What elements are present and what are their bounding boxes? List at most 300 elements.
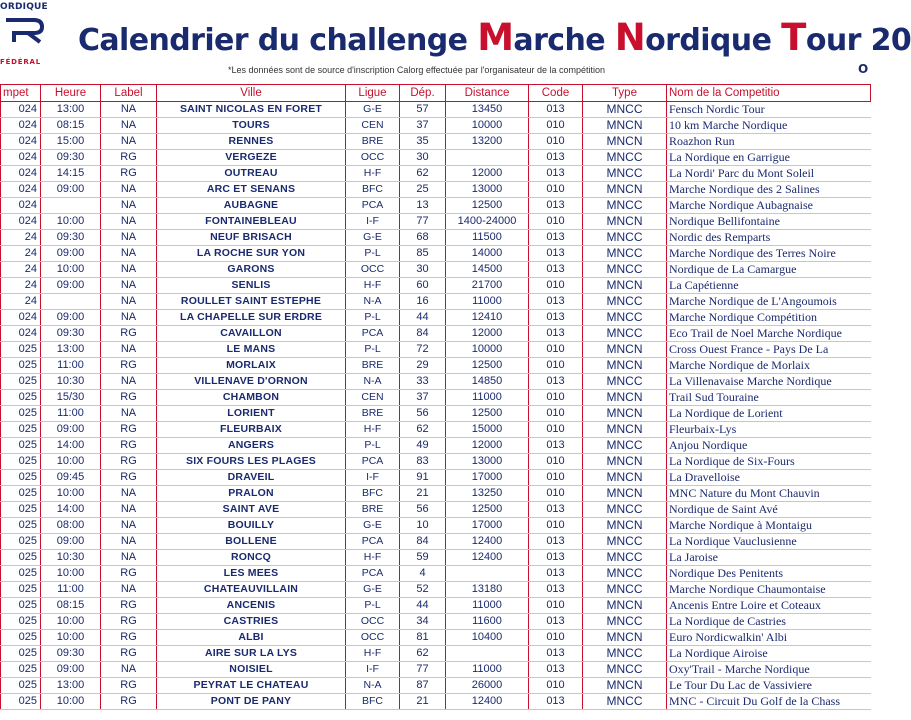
cell-code: 013 <box>529 230 583 246</box>
cell-type: MNCC <box>583 534 667 550</box>
title-part: ordique <box>645 23 782 58</box>
cell-heure: 09:00 <box>41 662 101 678</box>
cell-nom: Trail Sud Touraine <box>667 390 871 406</box>
cell-type: MNCC <box>583 230 667 246</box>
cell-heure: 13:00 <box>41 342 101 358</box>
table-row <box>1 534 871 550</box>
cell-code: 010 <box>529 278 583 294</box>
cell-distance: 12400 <box>446 550 529 566</box>
cell-heure: 11:00 <box>41 582 101 598</box>
cell-dep: 81 <box>400 630 446 646</box>
cell-date: 24 <box>1 294 41 310</box>
cell-heure: 15/30 <box>41 390 101 406</box>
cell-ville: ALBI <box>157 630 346 646</box>
table-row <box>1 646 871 662</box>
cell-nom: La Nordique en Garrigue <box>667 150 871 166</box>
cell-distance: 11500 <box>446 230 529 246</box>
cell-code: 013 <box>529 550 583 566</box>
cell-date: 025 <box>1 390 41 406</box>
cell-ligue: OCC <box>346 262 400 278</box>
cell-date: 24 <box>1 246 41 262</box>
cell-code: 013 <box>529 502 583 518</box>
cell-nom: Anjou Nordique <box>667 438 871 454</box>
cell-heure: 09:00 <box>41 246 101 262</box>
cell-nom: Nordique Des Penitents <box>667 566 871 582</box>
cell-date: 025 <box>1 582 41 598</box>
table-row <box>1 358 871 374</box>
table-row <box>1 438 871 454</box>
cell-label: NA <box>101 182 157 198</box>
cell-heure: 13:00 <box>41 678 101 694</box>
cell-dep: 60 <box>400 278 446 294</box>
cell-code: 010 <box>529 214 583 230</box>
cell-distance: 14850 <box>446 374 529 390</box>
cell-date: 024 <box>1 102 41 118</box>
cell-ville: RONCQ <box>157 550 346 566</box>
cell-ville: SENLIS <box>157 278 346 294</box>
cell-type: MNCC <box>583 550 667 566</box>
cell-code: 013 <box>529 150 583 166</box>
cell-type: MNCN <box>583 470 667 486</box>
cell-nom: La Nordique Airoise <box>667 646 871 662</box>
cell-dep: 30 <box>400 262 446 278</box>
cell-dep: 84 <box>400 326 446 342</box>
logo-mark-icon <box>4 18 46 44</box>
table-row <box>1 518 871 534</box>
cell-type: MNCN <box>583 518 667 534</box>
cell-code: 013 <box>529 294 583 310</box>
cell-label: RG <box>101 326 157 342</box>
cell-type: MNCN <box>583 342 667 358</box>
cell-ligue: BRE <box>346 502 400 518</box>
cell-nom: Fleurbaix-Lys <box>667 422 871 438</box>
table-row <box>1 294 871 310</box>
cell-heure: 09:00 <box>41 422 101 438</box>
cell-distance: 10400 <box>446 630 529 646</box>
cell-label: RG <box>101 566 157 582</box>
cell-type: MNCC <box>583 166 667 182</box>
cell-ville: FONTAINEBLEAU <box>157 214 346 230</box>
cell-ville: LES MEES <box>157 566 346 582</box>
cell-code: 013 <box>529 374 583 390</box>
cell-distance: 13450 <box>446 102 529 118</box>
cell-type: MNCC <box>583 310 667 326</box>
cell-date: 24 <box>1 230 41 246</box>
cell-distance: 21700 <box>446 278 529 294</box>
cell-date: 024 <box>1 150 41 166</box>
cell-distance: 15000 <box>446 422 529 438</box>
table-row <box>1 150 871 166</box>
cell-date: 025 <box>1 358 41 374</box>
cell-dep: 30 <box>400 150 446 166</box>
cell-ville: CHAMBON <box>157 390 346 406</box>
cell-label: RG <box>101 646 157 662</box>
table-row <box>1 614 871 630</box>
cell-heure: 13:00 <box>41 102 101 118</box>
cell-distance: 12000 <box>446 166 529 182</box>
cell-date: 025 <box>1 422 41 438</box>
cell-label: NA <box>101 262 157 278</box>
cell-distance: 12400 <box>446 694 529 710</box>
table-row <box>1 630 871 646</box>
table-row <box>1 694 871 710</box>
cell-distance: 11000 <box>446 390 529 406</box>
col-header-type: Type <box>583 85 667 102</box>
cell-ligue: P-L <box>346 310 400 326</box>
cell-date: 025 <box>1 646 41 662</box>
cell-date: 025 <box>1 454 41 470</box>
cell-ville: LA CHAPELLE SUR ERDRE <box>157 310 346 326</box>
cell-ligue: G-E <box>346 582 400 598</box>
cell-ville: AIRE SUR LA LYS <box>157 646 346 662</box>
cell-heure: 10:30 <box>41 374 101 390</box>
cell-date: 024 <box>1 326 41 342</box>
cell-heure: 15:00 <box>41 134 101 150</box>
cell-label: RG <box>101 166 157 182</box>
cell-code: 010 <box>529 182 583 198</box>
cell-label: NA <box>101 518 157 534</box>
cell-ville: NOISIEL <box>157 662 346 678</box>
cell-ville: VERGEZE <box>157 150 346 166</box>
cell-ville: SAINT AVE <box>157 502 346 518</box>
cell-date: 025 <box>1 630 41 646</box>
cell-distance: 12400 <box>446 534 529 550</box>
cell-code: 013 <box>529 582 583 598</box>
cell-nom: Nordique Bellifontaine <box>667 214 871 230</box>
table-row <box>1 102 871 118</box>
cell-ville: CASTRIES <box>157 614 346 630</box>
cell-ligue: P-L <box>346 598 400 614</box>
table-row <box>1 550 871 566</box>
cell-dep: 37 <box>400 118 446 134</box>
cell-ligue: I-F <box>346 470 400 486</box>
cell-label: RG <box>101 422 157 438</box>
cell-date: 024 <box>1 198 41 214</box>
cell-code: 013 <box>529 262 583 278</box>
cell-ligue: N-A <box>346 374 400 390</box>
cell-ligue: P-L <box>346 438 400 454</box>
cell-distance: 13000 <box>446 454 529 470</box>
cell-dep: 62 <box>400 422 446 438</box>
cell-type: MNCN <box>583 134 667 150</box>
cell-nom: Cross Ouest France - Pays De La <box>667 342 871 358</box>
cell-heure: 10:00 <box>41 486 101 502</box>
cell-label: RG <box>101 358 157 374</box>
cell-nom: La Capétienne <box>667 278 871 294</box>
cell-type: MNCN <box>583 182 667 198</box>
cell-ligue: BFC <box>346 486 400 502</box>
cell-ligue: I-F <box>346 662 400 678</box>
cell-nom: Euro Nordicwalkin' Albi <box>667 630 871 646</box>
cell-distance: 13000 <box>446 182 529 198</box>
cell-type: MNCC <box>583 662 667 678</box>
cell-nom: Nordique de La Camargue <box>667 262 871 278</box>
cell-nom: Eco Trail de Noel Marche Nordique <box>667 326 871 342</box>
cell-distance: 13200 <box>446 134 529 150</box>
cell-ligue: BRE <box>346 358 400 374</box>
cell-code: 013 <box>529 198 583 214</box>
cell-type: MNCC <box>583 566 667 582</box>
cell-type: MNCC <box>583 646 667 662</box>
cell-ligue: H-F <box>346 166 400 182</box>
cell-distance: 11000 <box>446 598 529 614</box>
table-row <box>1 166 871 182</box>
cell-nom: La Nordique de Six-Fours <box>667 454 871 470</box>
cell-ligue: G-E <box>346 102 400 118</box>
cell-code: 013 <box>529 310 583 326</box>
cell-label: RG <box>101 614 157 630</box>
source-note: *Les données sont de source d'inscription Calorg effectuée par l'organisateur de la compétition <box>228 65 606 75</box>
cell-ligue: CEN <box>346 390 400 406</box>
cell-heure: 09:00 <box>41 182 101 198</box>
table-row <box>1 310 871 326</box>
cell-ville: AUBAGNE <box>157 198 346 214</box>
cell-ligue: BRE <box>346 134 400 150</box>
cell-heure: 08:15 <box>41 118 101 134</box>
cell-heure: 10:00 <box>41 214 101 230</box>
cell-label: NA <box>101 534 157 550</box>
cell-label: NA <box>101 134 157 150</box>
cell-heure: 10:30 <box>41 550 101 566</box>
cell-heure: 09:30 <box>41 326 101 342</box>
cell-dep: 57 <box>400 102 446 118</box>
cell-ville: LE MANS <box>157 342 346 358</box>
cell-distance: 12000 <box>446 438 529 454</box>
table-row <box>1 342 871 358</box>
table-row <box>1 486 871 502</box>
cell-date: 24 <box>1 262 41 278</box>
cell-ligue: P-L <box>346 342 400 358</box>
cell-distance: 12500 <box>446 198 529 214</box>
cell-distance: 11600 <box>446 614 529 630</box>
cell-heure: 14:15 <box>41 166 101 182</box>
col-header-ville: Ville <box>157 85 346 102</box>
cell-date: 024 <box>1 310 41 326</box>
cell-ville: TOURS <box>157 118 346 134</box>
cell-label: NA <box>101 230 157 246</box>
cell-code: 013 <box>529 646 583 662</box>
cell-nom: La Nordi' Parc du Mont Soleil <box>667 166 871 182</box>
cell-ville: BOLLENE <box>157 534 346 550</box>
cell-heure: 11:00 <box>41 358 101 374</box>
cell-date: 025 <box>1 566 41 582</box>
cell-code: 013 <box>529 246 583 262</box>
cell-heure: 10:00 <box>41 262 101 278</box>
cell-ligue: BFC <box>346 182 400 198</box>
cell-label: RG <box>101 694 157 710</box>
cell-ligue: OCC <box>346 630 400 646</box>
cell-ligue: BFC <box>346 694 400 710</box>
cell-ligue: BRE <box>346 406 400 422</box>
cell-ligue: G-E <box>346 230 400 246</box>
cell-dep: 44 <box>400 310 446 326</box>
cell-date: 025 <box>1 438 41 454</box>
cell-heure: 10:00 <box>41 566 101 582</box>
cell-type: MNCC <box>583 694 667 710</box>
cell-type: MNCN <box>583 630 667 646</box>
cell-dep: 62 <box>400 646 446 662</box>
cell-nom: Ancenis Entre Loire et Coteaux <box>667 598 871 614</box>
table-row <box>1 470 871 486</box>
cell-dep: 37 <box>400 390 446 406</box>
cell-nom: Marche Nordique Chaumontaise <box>667 582 871 598</box>
cell-nom: Le Tour Du Lac de Vassiviere <box>667 678 871 694</box>
cell-nom: Marche Nordique à Montaigu <box>667 518 871 534</box>
federation-logo <box>0 0 60 68</box>
cell-dep: 10 <box>400 518 446 534</box>
cell-distance: 17000 <box>446 518 529 534</box>
cell-ligue: PCA <box>346 326 400 342</box>
cell-date: 024 <box>1 214 41 230</box>
table-row <box>1 598 871 614</box>
cell-distance: 12410 <box>446 310 529 326</box>
cell-label: NA <box>101 102 157 118</box>
cell-dep: 13 <box>400 198 446 214</box>
cell-code: 010 <box>529 486 583 502</box>
cell-date: 025 <box>1 518 41 534</box>
cell-ligue: P-L <box>346 246 400 262</box>
cell-ligue: I-F <box>346 214 400 230</box>
cell-ligue: PCA <box>346 198 400 214</box>
cell-label: NA <box>101 118 157 134</box>
cell-ville: FLEURBAIX <box>157 422 346 438</box>
cell-heure: 09:00 <box>41 534 101 550</box>
col-header-date: mpet <box>1 85 41 102</box>
cell-type: MNCC <box>583 614 667 630</box>
logo-top-text: ORDIQUE <box>0 2 48 12</box>
cell-ligue: N-A <box>346 678 400 694</box>
cell-code: 010 <box>529 678 583 694</box>
cell-ligue: H-F <box>346 646 400 662</box>
cell-date: 025 <box>1 614 41 630</box>
cell-code: 010 <box>529 518 583 534</box>
cell-label: RG <box>101 598 157 614</box>
cell-date: 025 <box>1 406 41 422</box>
cell-type: MNCC <box>583 150 667 166</box>
cell-dep: 16 <box>400 294 446 310</box>
table-row <box>1 454 871 470</box>
cell-code: 010 <box>529 390 583 406</box>
cell-type: MNCN <box>583 214 667 230</box>
cell-dep: 77 <box>400 662 446 678</box>
cell-distance: 11000 <box>446 294 529 310</box>
col-header-code: Code <box>529 85 583 102</box>
cell-dep: 91 <box>400 470 446 486</box>
cell-code: 010 <box>529 598 583 614</box>
cell-nom: La Nordique Vauclusienne <box>667 534 871 550</box>
cell-date: 025 <box>1 374 41 390</box>
cell-date: 025 <box>1 694 41 710</box>
cell-distance: 12500 <box>446 406 529 422</box>
cell-heure: 08:15 <box>41 598 101 614</box>
cell-nom: La Jaroise <box>667 550 871 566</box>
title-part: our 20 <box>805 23 911 58</box>
corner-text: O <box>858 62 869 76</box>
table-row <box>1 566 871 582</box>
cell-date: 025 <box>1 534 41 550</box>
cell-type: MNCC <box>583 326 667 342</box>
cell-code: 013 <box>529 326 583 342</box>
cell-distance: 10000 <box>446 342 529 358</box>
table-row <box>1 246 871 262</box>
cell-type: MNCC <box>583 246 667 262</box>
cell-type: MNCC <box>583 262 667 278</box>
table-row <box>1 198 871 214</box>
cell-ligue: OCC <box>346 614 400 630</box>
col-header-nom: Nom de la Competitio <box>667 85 871 102</box>
cell-label: RG <box>101 630 157 646</box>
table-row <box>1 134 871 150</box>
cell-type: MNCN <box>583 598 667 614</box>
cell-label: NA <box>101 310 157 326</box>
table-row <box>1 326 871 342</box>
cell-type: MNCC <box>583 198 667 214</box>
title-initial-n: N <box>614 16 646 59</box>
cell-nom: La Nordique de Castries <box>667 614 871 630</box>
cell-code: 013 <box>529 102 583 118</box>
cell-type: MNCC <box>583 294 667 310</box>
col-header-label: Label <box>101 85 157 102</box>
cell-ville: BOUILLY <box>157 518 346 534</box>
cell-nom: La Nordique de Lorient <box>667 406 871 422</box>
cell-date: 025 <box>1 662 41 678</box>
cell-ligue: G-E <box>346 518 400 534</box>
table-row <box>1 278 871 294</box>
cell-label: NA <box>101 214 157 230</box>
table-header-row <box>1 85 871 102</box>
cell-heure: 09:30 <box>41 230 101 246</box>
cell-dep: 33 <box>400 374 446 390</box>
cell-distance: 1400-24000 <box>446 214 529 230</box>
cell-nom: Marche Nordique de Morlaix <box>667 358 871 374</box>
cell-code: 010 <box>529 422 583 438</box>
cell-code: 010 <box>529 630 583 646</box>
cell-dep: 62 <box>400 166 446 182</box>
cell-dep: 4 <box>400 566 446 582</box>
cell-dep: 72 <box>400 342 446 358</box>
table-row <box>1 262 871 278</box>
cell-heure: 10:00 <box>41 630 101 646</box>
cell-date: 025 <box>1 486 41 502</box>
cell-date: 024 <box>1 182 41 198</box>
cell-ligue: PCA <box>346 534 400 550</box>
title-part: arche <box>513 23 615 58</box>
cell-heure: 09:00 <box>41 310 101 326</box>
cell-code: 010 <box>529 470 583 486</box>
cell-dep: 77 <box>400 214 446 230</box>
cell-nom: Nordic des Remparts <box>667 230 871 246</box>
cell-distance: 10000 <box>446 118 529 134</box>
col-header-distance: Distance <box>446 85 529 102</box>
cell-ville: PRALON <box>157 486 346 502</box>
cell-type: MNCN <box>583 358 667 374</box>
cell-ville: OUTREAU <box>157 166 346 182</box>
cell-label: NA <box>101 294 157 310</box>
cell-ville: PONT DE PANY <box>157 694 346 710</box>
cell-code: 010 <box>529 358 583 374</box>
cell-dep: 59 <box>400 550 446 566</box>
cell-label: NA <box>101 342 157 358</box>
cell-dep: 21 <box>400 486 446 502</box>
cell-distance: 17000 <box>446 470 529 486</box>
cell-label: NA <box>101 198 157 214</box>
cell-heure: 09:45 <box>41 470 101 486</box>
cell-code: 013 <box>529 566 583 582</box>
cell-nom: La Villenavaise Marche Nordique <box>667 374 871 390</box>
cell-distance: 12500 <box>446 502 529 518</box>
cell-code: 010 <box>529 134 583 150</box>
cell-label: NA <box>101 502 157 518</box>
